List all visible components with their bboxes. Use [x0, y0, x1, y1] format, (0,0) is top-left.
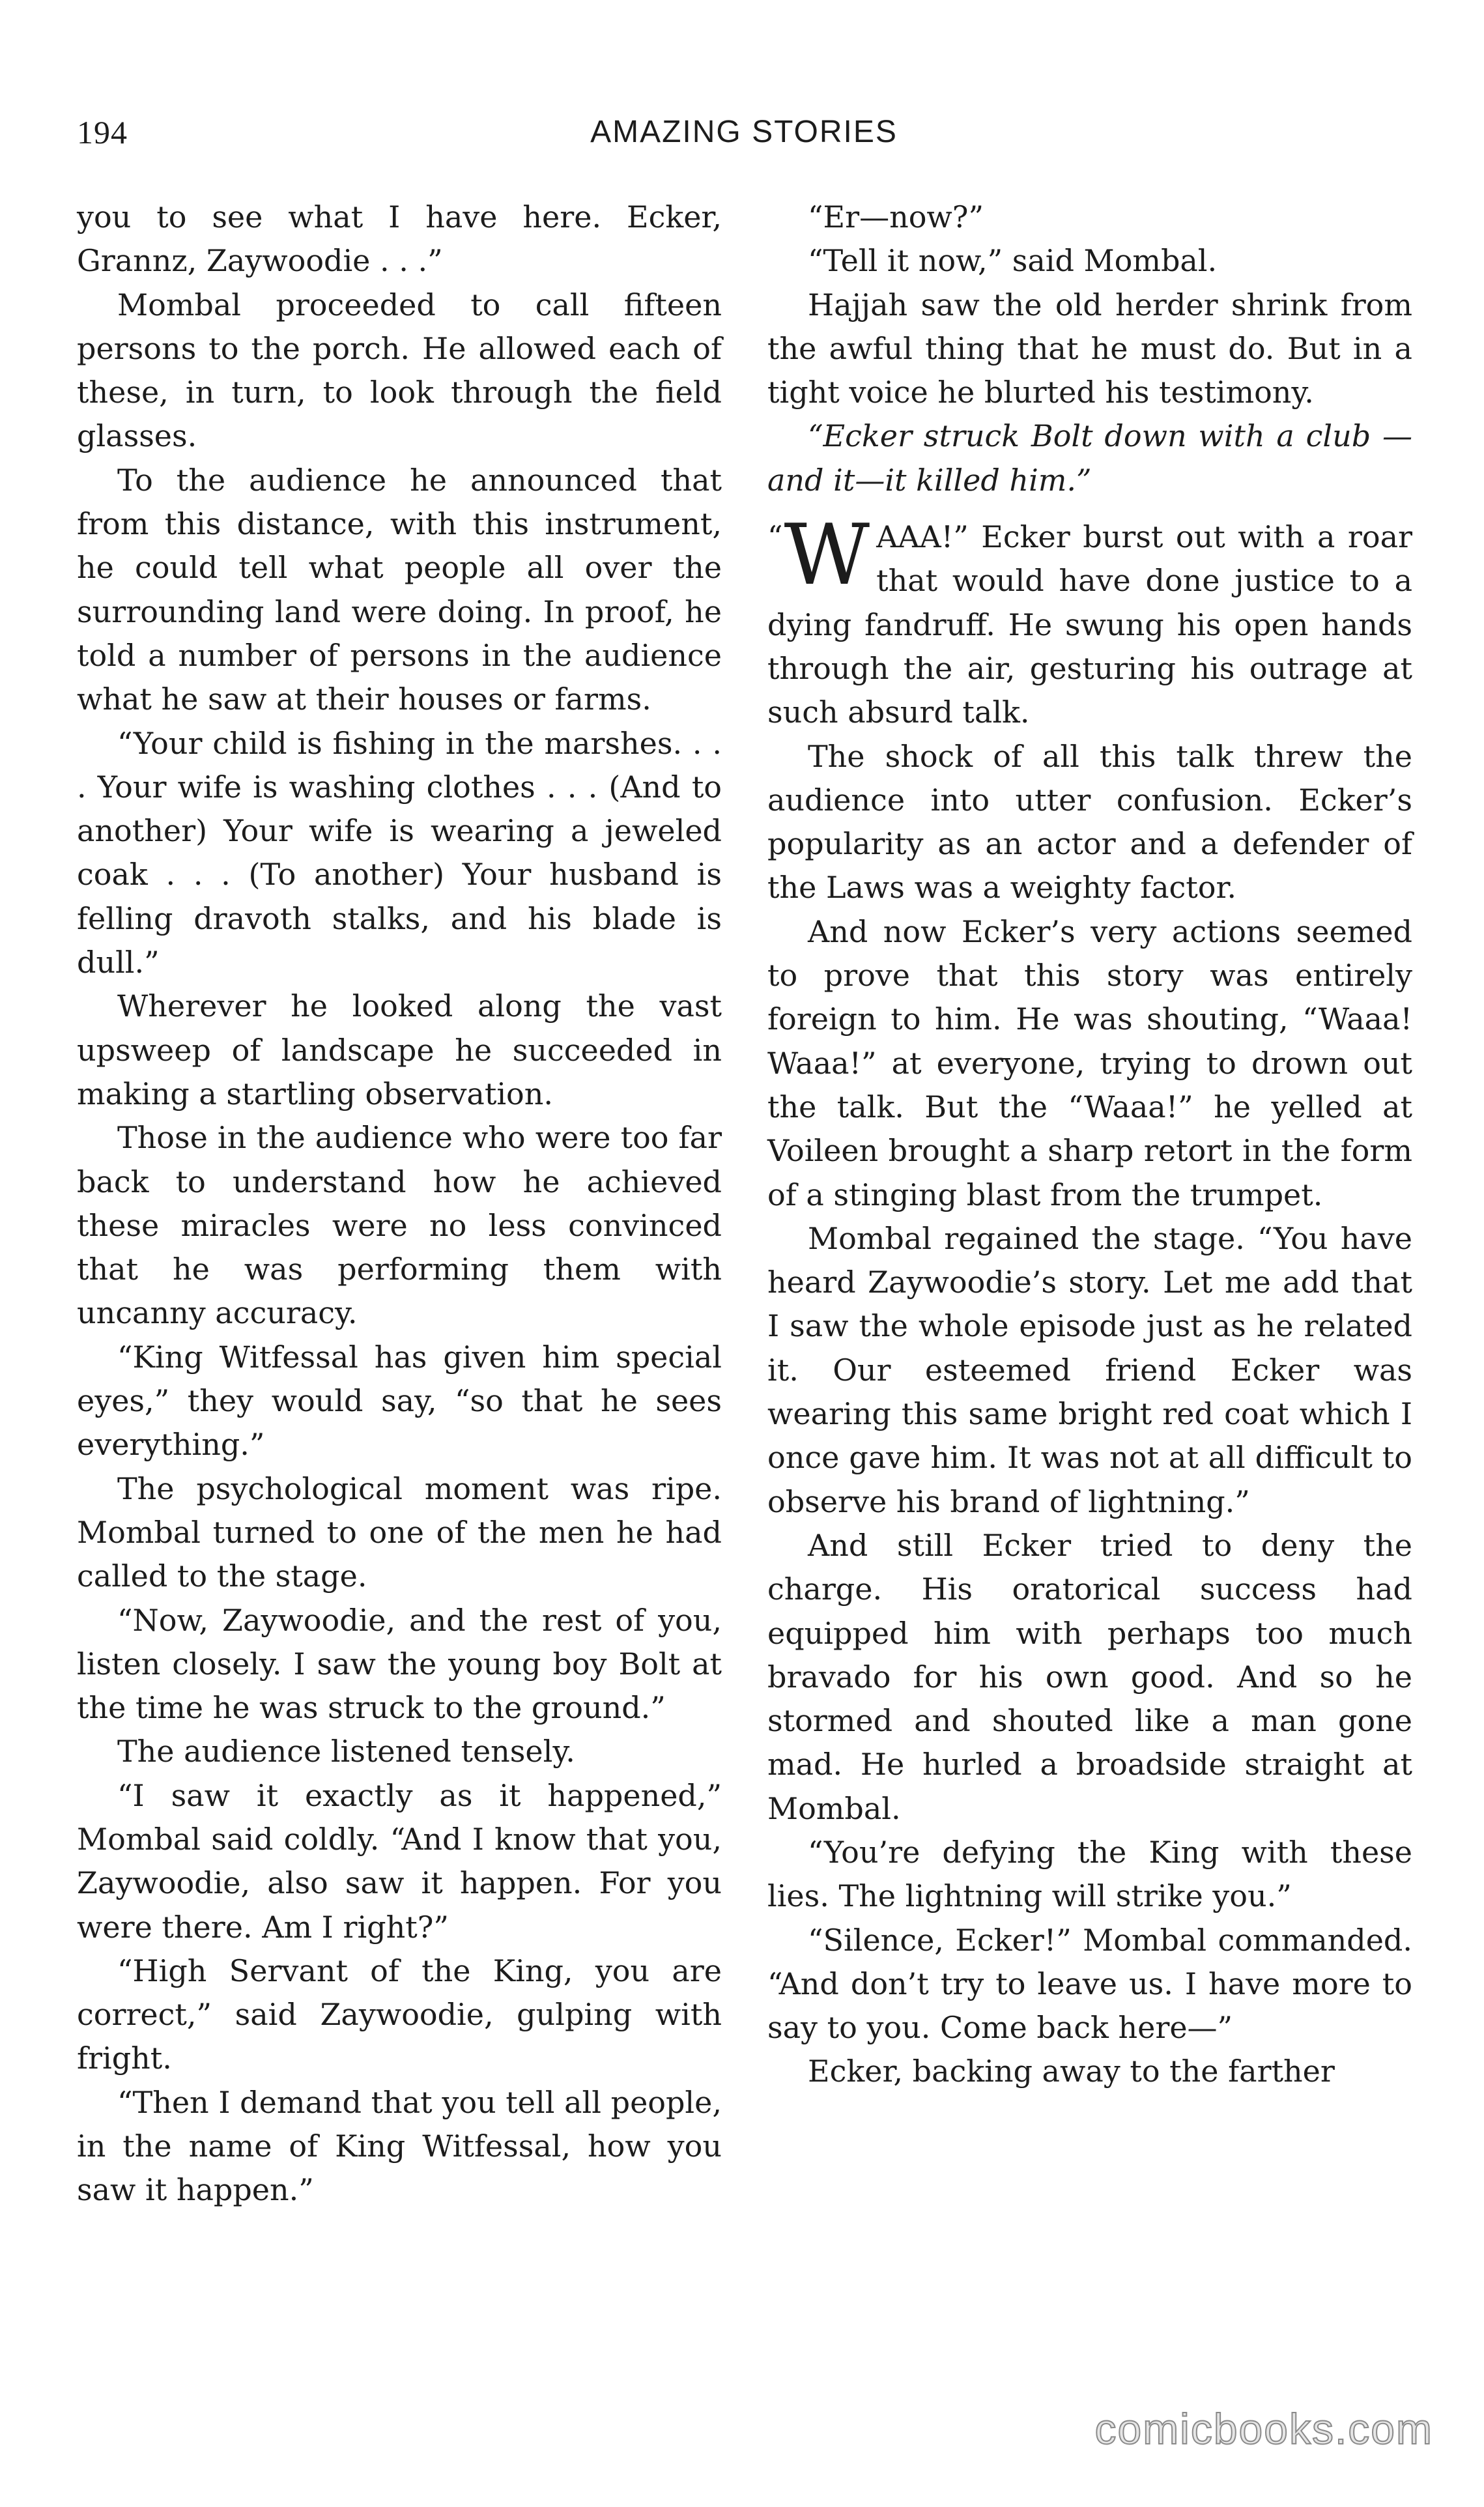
page-number: 194 [77, 114, 128, 150]
right-column [767, 195, 1412, 2094]
dropcap-letter: W [784, 507, 870, 605]
paragraph: Mombal regained the stage. “You have heard Zaywoodie’s story. Let me add that I saw the whole episode just as he related it. Our esteemed friend Ecker was wearing this same bright red coat which I once gave him. It was not at all difficult to observe his brand of lightning.” [767, 1220, 1412, 1519]
paragraph: Wherever he looked along the vast upsweep of landscape he succeeded in making a startling observation. [77, 988, 722, 1111]
paragraph: And now Ecker’s very actions seemed to prove that this story was entirely foreign to him. He was shouting, “Waaa! Waaa!” at everyone, trying to drown out the talk. But the “Waaa!” he yelled at Voileen brought a sharp retort in the form of a stinging blast from the trumpet. [767, 913, 1412, 1212]
left-column [77, 195, 722, 2213]
paragraph: “Now, Zaywoodie, and the rest of you, listen closely. I saw the young boy Bolt at the time he was struck to the ground.” [77, 1602, 722, 1726]
paragraph: Those in the audience who were too far back to understand how he achieved these miracles were no less convinced that he was performing them with uncanny accuracy. [77, 1120, 722, 1331]
paragraph: “King Witfessal has given him special eyes,” they would say, “so that he sees everything.” [77, 1339, 722, 1463]
dropcap-open-quote: “ [767, 519, 783, 555]
paragraph: “Tell it now,” said Mombal. [808, 243, 1218, 279]
paragraph: “I saw it exactly as it happened,” Mombal said coldly. “And I know that you, Zaywoodie, also saw it happen. For you were there. Am I right?” [77, 1777, 722, 1945]
paragraph: Hajjah saw the old herder shrink from the awful thing that he must do. But in a tight voice he blurted his testimony. [767, 287, 1412, 410]
paragraph: The audience listened tensely. [117, 1734, 575, 1769]
paragraph: “High Servant of the King, you are correct,” said Zaywoodie, gulping with fright. [77, 1953, 722, 2076]
paragraph: To the audience he announced that from this distance, with this instrument, he could tell what people all over the surrounding land were doing. In proof, he told a number of persons in the audience what he saw at their houses or farms. [77, 462, 722, 717]
watermark: comicbooks.com [1094, 2405, 1433, 2453]
paragraph: “Er—now?” [808, 199, 984, 235]
paragraph: The psychological moment was ripe. Mombal turned to one of the men he had called to the stage. [77, 1470, 722, 1594]
running-head: AMAZING STORIES [590, 115, 898, 149]
paragraph: Mombal proceeded to call fifteen persons to the porch. He allowed each of these, in turn, to look through the field glasses. [77, 287, 722, 454]
paragraph: you to see what I have here. Ecker, Grannz, Zaywoodie . . .” [77, 199, 722, 279]
page-header [77, 109, 1411, 155]
paragraph: “Then I demand that you tell all people, in the name of King Witfessal, how you saw it happen.” [77, 2084, 722, 2208]
paragraph: The shock of all this talk threw the audience into utter confusion. Ecker’s popularity as an actor and a defender of the Laws was a weighty factor. [767, 738, 1412, 906]
paragraph: “You’re defying the King with these lies. The lightning will strike you.” [767, 1834, 1412, 1914]
dropcap-text: AAA!” Ecker burst out with a roar that would have done justice to a dying fandruff. He swung his open hands through the air, gesturing his outrage at such absurd talk. [767, 519, 1412, 730]
italic-testimony: “Ecker struck Bolt down with a club —and it—it killed him.” [767, 418, 1412, 498]
paragraph: Ecker, backing away to the farther [808, 2054, 1335, 2089]
paragraph: And still Ecker tried to deny the charge. His oratorical success had equipped him with perhaps too much bravado for his own good. And so he stormed and shouted like a man gone mad. He hurled a broadside straight at Mombal. [767, 1527, 1412, 1826]
paragraph: “Your child is fishing in the marshes. . . . Your wife is washing clothes . . . (And to another) Your wife is wearing a jeweled coak . . . (To another) Your husband is felling dravoth stalks, and his blade is dull.” [77, 725, 722, 981]
dropcap-paragraph [767, 507, 1412, 734]
paragraph: “Silence, Ecker!” Mombal commanded. “And don’t try to leave us. I have more to say to you. Come back here—” [767, 1922, 1412, 2046]
